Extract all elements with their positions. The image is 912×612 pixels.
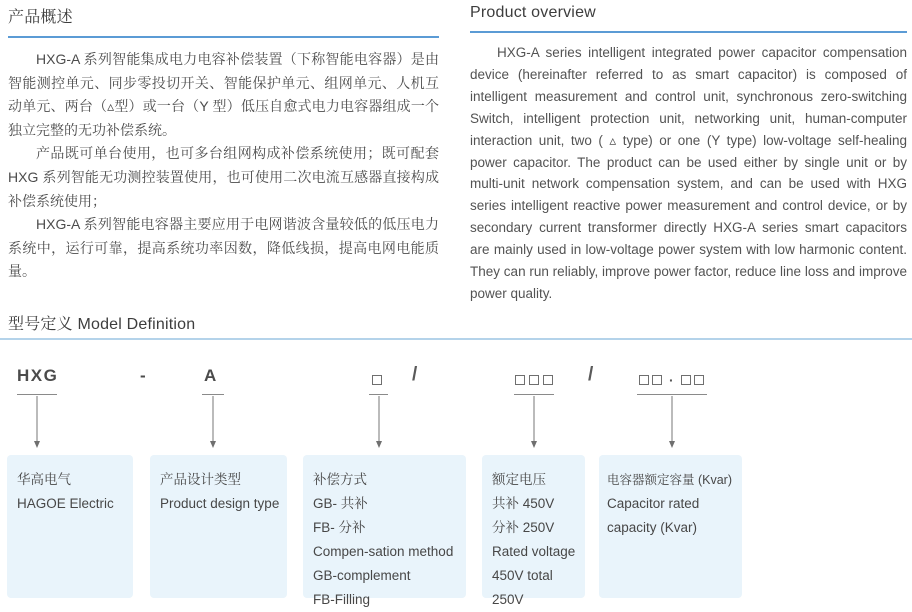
legend-line: HAGOE Electric (17, 496, 114, 511)
arrow-connector-brand (17, 394, 57, 395)
placeholder-square-icon (652, 375, 662, 385)
section-rule-full-width (0, 338, 912, 340)
arrow-head-icon (376, 441, 382, 448)
legend-line: Capacitor rated (607, 496, 700, 511)
legend-line: Compen-sation method (313, 544, 454, 559)
overview-section-cn (8, 4, 439, 284)
legend-line: GB- 共补 (313, 496, 368, 511)
legend-line: 补偿方式 (313, 472, 367, 487)
legend-line: GB-complement (313, 568, 411, 583)
model-code-dash: - (140, 366, 146, 385)
legend-line: capacity (Kvar) (607, 520, 698, 535)
legend-box-design-type (150, 455, 287, 598)
overview-body-cn (8, 48, 439, 284)
arrow-stem (534, 396, 535, 441)
legend-box-compensation-method (303, 455, 466, 607)
legend-line: 分补 250V (492, 520, 555, 535)
placeholder-square-icon (694, 375, 704, 385)
placeholder-square-icon (372, 375, 382, 385)
legend-line: 电容器额定容量 (Kvar) (607, 473, 733, 487)
section-title-en: Product overview (470, 4, 596, 21)
legend-line: 450V total (492, 568, 553, 583)
legend-box-rated-capacity (599, 455, 742, 598)
legend-line: 华高电气 (17, 472, 71, 487)
arrow-stem (37, 396, 38, 441)
legend-line: 250V (492, 592, 524, 607)
legend-line: FB-Filling (313, 592, 371, 607)
legend-line: Product design type (160, 496, 280, 511)
placeholder-square-icon (543, 375, 553, 385)
arrow-head-icon (531, 441, 537, 448)
placeholder-square-icon (515, 375, 525, 385)
arrow-connector-design (202, 394, 224, 395)
arrow-connector-capacity (637, 394, 707, 395)
arrow-head-icon (210, 441, 216, 448)
model-code-slash: / (412, 364, 418, 385)
placeholder-square-icon (681, 375, 691, 385)
legend-line: Rated voltage (492, 544, 576, 559)
model-definition-title: 型号定义 Model Definition (8, 316, 196, 333)
model-code-design: A (204, 366, 217, 385)
overview-paragraph: HXG-A 系列智能集成电力电容补偿装置（下称智能电容器）是由智能测控单元、同步零投切开关、智能保护单元、组网单元、人机互动单元、两台（▵型）或一台（Y 型）低压自愈式电力电容器组成一个独立完整的无功补偿系统。 (8, 51, 439, 138)
legend-line: 共补 450V (492, 496, 555, 511)
overview-section-en (470, 4, 907, 305)
model-code-slash: / (588, 364, 594, 385)
legend-line: FB- 分补 (313, 520, 366, 535)
section-title-cn: 产品概述 (8, 9, 73, 26)
legend-box-rated-voltage (482, 455, 585, 607)
arrow-connector-voltage (514, 394, 554, 395)
model-code-brand: HXG (17, 366, 59, 385)
arrow-stem (213, 396, 214, 441)
legend-line: 产品设计类型 (160, 472, 241, 487)
legend-line: 额定电压 (492, 472, 546, 487)
legend-box-brand (7, 455, 133, 598)
arrow-connector-compensation (369, 394, 388, 395)
arrow-stem (672, 396, 673, 441)
separator-dot: · (669, 372, 674, 388)
placeholder-square-dot-group-icon (639, 372, 704, 388)
arrow-head-icon (669, 441, 675, 448)
placeholder-square-group-icon (515, 375, 553, 385)
arrow-stem (378, 396, 379, 441)
section-rule (470, 31, 907, 33)
overview-body-en: HXG-A series intelligent integrated power capacitor compensation device (hereinafter referred to as smart capacitor) is composed of intelligent measurement and control unit, synchronous zero-switching Switch, intelligent protection unit, networking unit, human-computer interaction unit, two ( ▵ type) or one (Y type) low-voltage self-healing power capacitor. The product can be used either by single unit or by multi-unit network compensation system, and can be used with HXG series intelligent reactive power measurement and control device, or by secondary current transformer directly HXG-A series smart capacitors are mainly used in low-voltage power system with low harmonic content. They can run reliably, improve power factor, reduce line loss and improve power quality. (470, 45, 907, 301)
overview-paragraph: 产品既可单台使用，也可多台组网构成补偿系统使用；既可配套 HXG 系列智能无功测控装置使用，也可使用二次电流互感器直接构成补偿系统使用； (8, 145, 439, 209)
overview-paragraph: HXG-A 系列智能电容器主要应用于电网谐波含量较低的低压电力系统中，运行可靠，提高系统功率因数，降低线损，提高电网电能质量。 (8, 216, 439, 280)
placeholder-square-icon (639, 375, 649, 385)
placeholder-square-icon (529, 375, 539, 385)
section-rule (8, 36, 439, 38)
arrow-head-icon (34, 441, 40, 448)
